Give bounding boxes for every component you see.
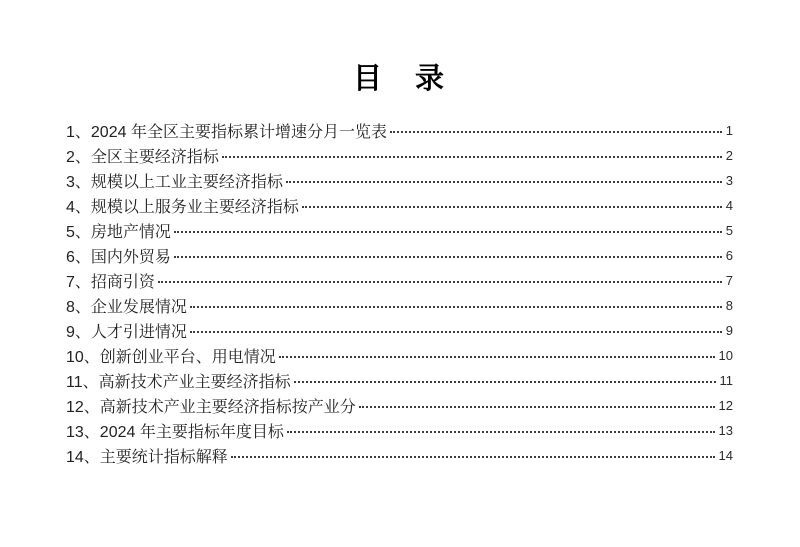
toc-entry — [66, 168, 733, 193]
toc-entry-label: 6、国内外贸易 — [66, 249, 171, 266]
dotted-leader — [302, 206, 722, 208]
toc-entry-label: 12、高新技术产业主要经济指标按产业分 — [66, 399, 356, 416]
dotted-leader — [359, 406, 715, 408]
dotted-leader — [174, 256, 722, 258]
toc-entry-page-number: 5 — [725, 223, 733, 238]
dotted-leader — [279, 356, 715, 358]
toc-entry-label: 4、规模以上服务业主要经济指标 — [66, 199, 299, 216]
toc-entry — [66, 243, 733, 268]
toc-entry-label: 7、招商引资 — [66, 274, 155, 291]
toc-entry-label: 9、人才引进情况 — [66, 324, 187, 341]
toc-entry — [66, 443, 733, 468]
toc-entry — [66, 343, 733, 368]
toc-entry-label: 13、2024 年主要指标年度目标 — [66, 424, 284, 441]
toc-entry-label: 1、2024 年全区主要指标累计增速分月一览表 — [66, 124, 387, 141]
toc-entry-page-number: 6 — [725, 248, 733, 263]
toc-entry-page-number: 1 — [725, 123, 733, 138]
toc-entry — [66, 368, 733, 393]
dotted-leader — [222, 156, 722, 158]
toc-entry — [66, 393, 733, 418]
toc-entry-page-number: 10 — [718, 348, 733, 363]
toc-entry-label: 3、规模以上工业主要经济指标 — [66, 174, 283, 191]
dotted-leader — [190, 331, 722, 333]
toc-entry-page-number: 12 — [718, 398, 733, 413]
toc-entry — [66, 418, 733, 443]
toc-entry — [66, 268, 733, 293]
toc-entry — [66, 318, 733, 343]
toc-list — [66, 118, 733, 468]
toc-entry — [66, 193, 733, 218]
toc-entry-label: 14、主要统计指标解释 — [66, 449, 228, 466]
toc-entry-page-number: 7 — [725, 273, 733, 288]
toc-entry-page-number: 13 — [718, 423, 733, 438]
toc-entry — [66, 118, 733, 143]
dotted-leader — [231, 456, 715, 458]
dotted-leader — [174, 231, 722, 233]
toc-entry-page-number: 9 — [725, 323, 733, 338]
toc-entry-page-number: 14 — [718, 448, 733, 463]
toc-entry-label: 8、企业发展情况 — [66, 299, 187, 316]
toc-entry-label: 10、创新创业平台、用电情况 — [66, 349, 276, 366]
toc-entry-page-number: 4 — [725, 198, 733, 213]
toc-entry-label: 11、高新技术产业主要经济指标 — [66, 374, 291, 391]
toc-entry-page-number: 11 — [719, 373, 733, 388]
dotted-leader — [294, 381, 716, 383]
toc-entry — [66, 143, 733, 168]
dotted-leader — [287, 431, 715, 433]
toc-entry-page-number: 8 — [725, 298, 733, 313]
toc-entry-label: 2、全区主要经济指标 — [66, 149, 219, 166]
toc-entry — [66, 218, 733, 243]
toc-entry-page-number: 3 — [725, 173, 733, 188]
toc-entry-label: 5、房地产情况 — [66, 224, 171, 241]
dotted-leader — [158, 281, 722, 283]
toc-entry — [66, 293, 733, 318]
dotted-leader — [390, 131, 722, 133]
toc-entry-page-number: 2 — [725, 148, 733, 163]
dotted-leader — [286, 181, 722, 183]
page-title: 目 录 — [352, 63, 446, 95]
dotted-leader — [190, 306, 722, 308]
